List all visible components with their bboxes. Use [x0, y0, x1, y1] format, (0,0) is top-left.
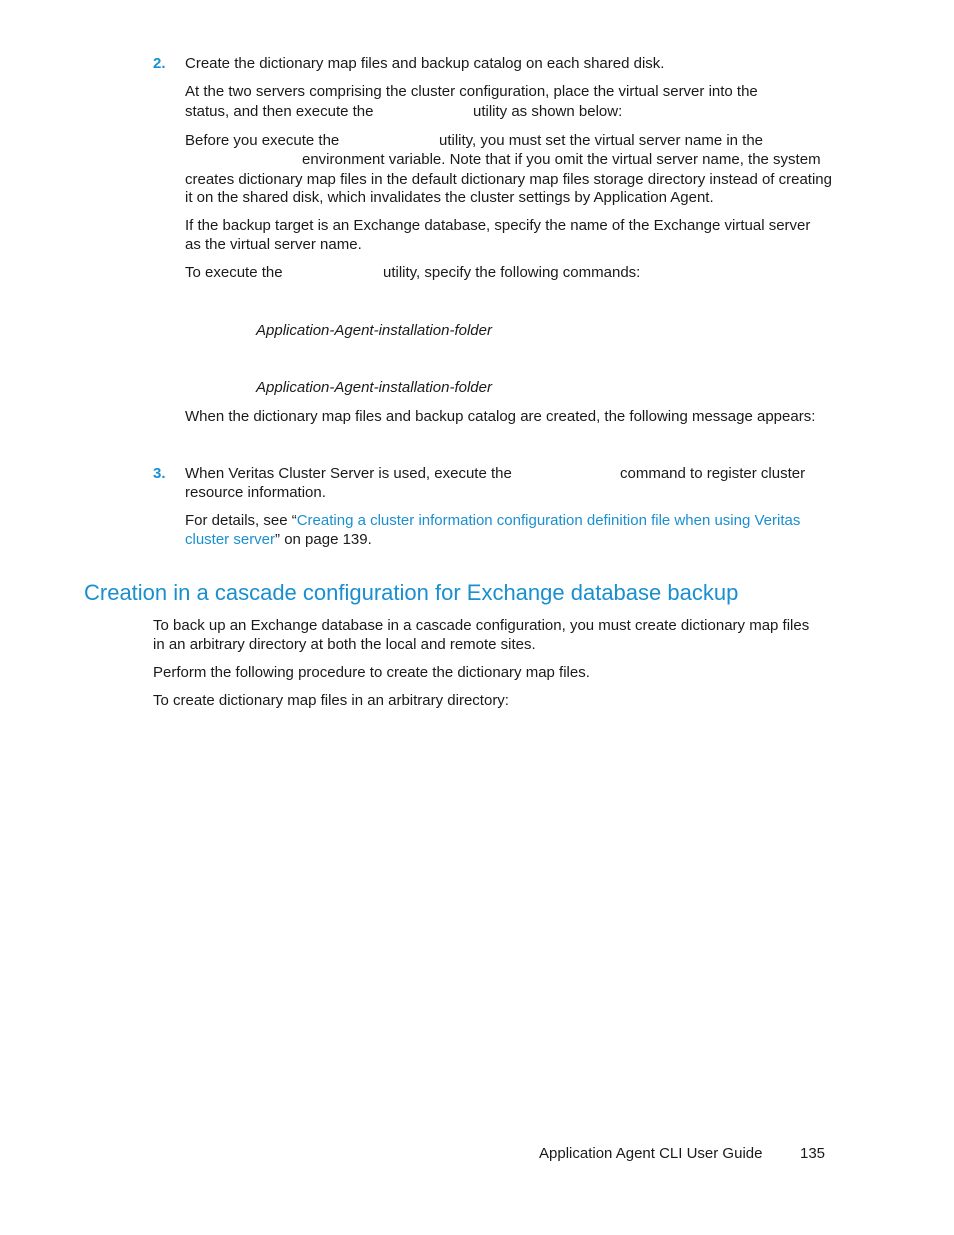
paragraph-line: in an arbitrary directory at both the local and remote sites.	[153, 636, 536, 653]
details-suffix: ” on page 139.	[275, 531, 372, 548]
details-line	[185, 511, 800, 530]
details-line	[185, 530, 372, 549]
section-heading: Creation in a cascade configuration for Exchange database backup	[84, 580, 739, 605]
paragraph-line: it on the shared disk, which invalidates the cluster settings by Application Agent.	[185, 189, 714, 206]
paragraph-line: At the two servers comprising the cluster configuration, place the virtual server into the	[185, 83, 758, 100]
step-text: resource information.	[185, 484, 326, 501]
details-prefix: For details, see “	[185, 512, 297, 529]
paragraph-line: environment variable. Note that if you omit the virtual server name, the system	[302, 151, 821, 168]
command-path: Application-Agent-installation-folder	[256, 379, 492, 396]
paragraph-line: status, and then execute the	[185, 103, 374, 120]
step-number: 2.	[153, 55, 166, 72]
cross-reference-link[interactable]: cluster server	[185, 531, 276, 548]
paragraph-line: creates dictionary map files in the default dictionary map files storage directory instead of creating	[185, 171, 832, 188]
step-number: 3.	[153, 465, 166, 482]
paragraph-line: as the virtual server name.	[185, 236, 362, 253]
paragraph-line: Before you execute the	[185, 132, 340, 149]
paragraph-line: utility, you must set the virtual server name in the	[439, 132, 764, 149]
cross-reference-link[interactable]: Creating a cluster information configuration definition file when using Veritas	[296, 512, 801, 529]
command-path: Application-Agent-installation-folder	[256, 322, 492, 339]
paragraph-line: utility, specify the following commands:	[383, 264, 641, 281]
paragraph-line: To execute the	[185, 264, 283, 281]
step-text: Create the dictionary map files and backup catalog on each shared disk.	[185, 55, 665, 72]
footer-title: Application Agent CLI User Guide	[539, 1145, 763, 1162]
paragraph-line: If the backup target is an Exchange database, specify the name of the Exchange virtual server	[185, 217, 811, 234]
step-text: When Veritas Cluster Server is used, execute the	[185, 465, 512, 482]
paragraph-line: To create dictionary map files in an arbitrary directory:	[153, 692, 509, 709]
paragraph-line: To back up an Exchange database in a cascade configuration, you must create dictionary map files	[153, 617, 810, 634]
step-text: command to register cluster	[620, 465, 806, 482]
paragraph-line: When the dictionary map files and backup catalog are created, the following message appears:	[185, 408, 816, 425]
paragraph-line: Perform the following procedure to create the dictionary map files.	[153, 664, 590, 681]
paragraph-line: utility as shown below:	[473, 103, 623, 120]
page-number: 135	[800, 1145, 826, 1162]
